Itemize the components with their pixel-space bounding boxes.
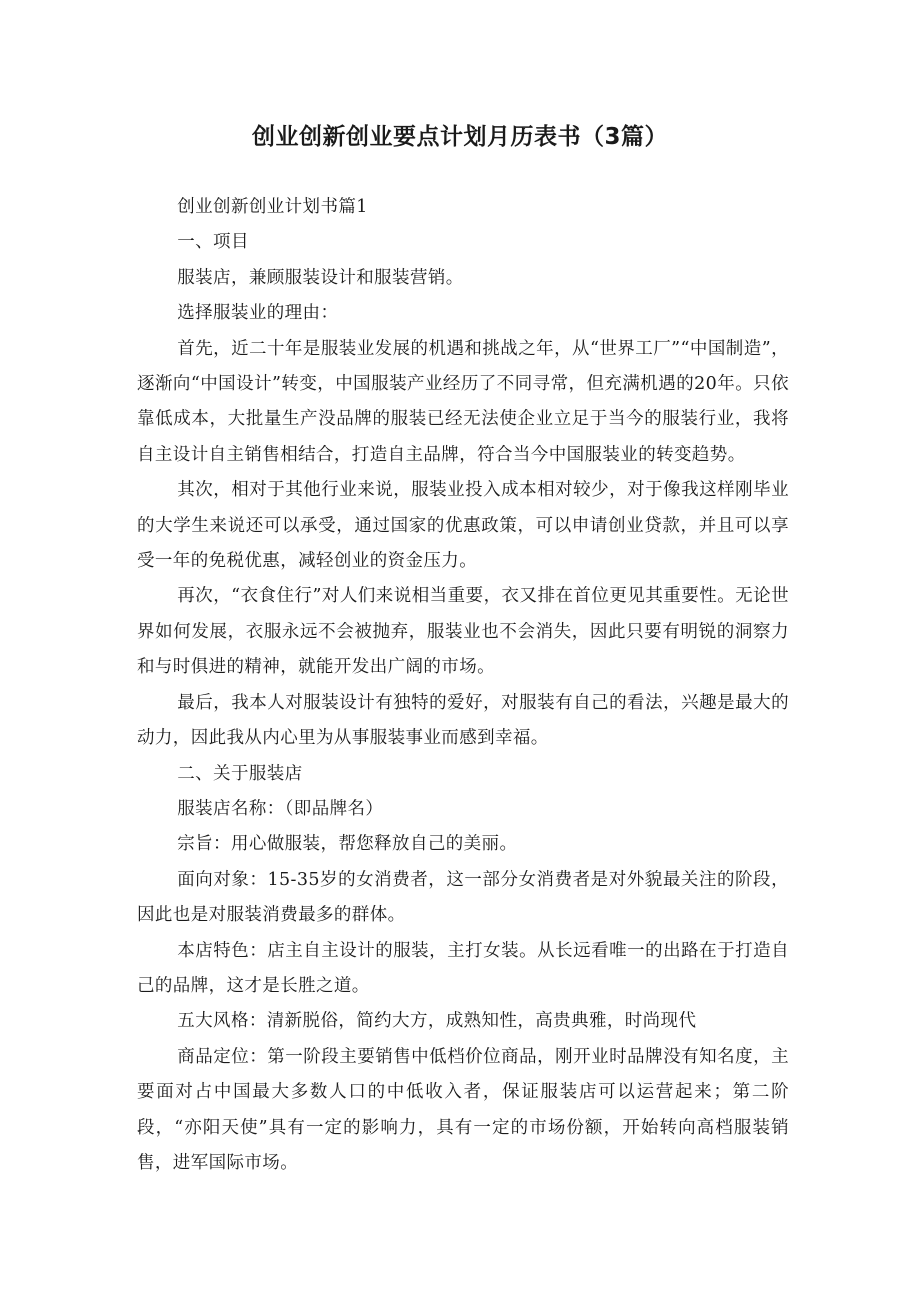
paragraph-reasons-label: 选择服装业的理由： (177, 303, 339, 324)
paragraph-store-name: 服装店名称：（即品牌名） (177, 798, 384, 819)
section-heading-project: 一、项目 (177, 232, 249, 253)
paragraph-store-features: 本店特色：店主自主设计的服装，主打女装。从长远看唯一的出路在于打造自己的品牌，这才是长胜之道。 (137, 940, 789, 996)
paragraph-project-description: 服装店，兼顾服装设计和服装营销。 (177, 267, 464, 288)
document-title: 创业创新创业要点计划月历表书（3篇） (251, 124, 668, 150)
paragraph-reason-last: 最后，我本人对服装设计有独特的爱好，对服装有自己的看法，兴趣是最大的动力，因此我从内心里为从事服装事业而感到幸福。 (137, 692, 789, 749)
paragraph-reason-third: 再次，“衣食住行”对人们来说相当重要，衣又排在首位更见其重要性。无论世界如何发展，衣服永远不会被抛弃，服装业也不会消失，因此只要有明锐的洞察力和与时俱进的精神，就能开发出广阔的市场。 (137, 586, 789, 678)
paragraph-five-styles: 五大风格：清新脱俗，简约大方，成熟知性，高贵典雅，时尚现代 (177, 1011, 697, 1032)
paragraph-product-positioning: 商品定位：第一阶段主要销售中低档价位商品，刚开业时品牌没有知名度，主要面对占中国最大多数人口的中低收入者，保证服装店可以运营起来；第二阶段，“亦阳天使”具有一定的影响力，具有一定的市场份额，开始转向高档服装销售，进军国际市场。 (137, 1046, 789, 1173)
paragraph-target-audience: 面向对象：15-35岁的女消费者，这一部分女消费者是对外貌最关注的阶段，因此也是对服装消费最多的群体。 (137, 869, 789, 926)
paragraph-reason-first: 首先，近二十年是服装业发展的机遇和挑战之年，从“世界工厂”“中国制造”，逐渐向“中国设计”转变，中国服装产业经历了不同寻常，但充满机遇的20年。只依靠低成本，大批量生产没品牌的服装已经无法使企业立足于当今的服装行业，我将自主设计自主销售相结合，打造自主品牌，符合当今中国服装业的转变趋势。 (137, 338, 789, 465)
paragraph-reason-second: 其次，相对于其他行业来说，服装业投入成本相对较少，对于像我这样刚毕业的大学生来说还可以承受，通过国家的优惠政策，可以申请创业贷款，并且可以享受一年的免税优惠，减轻创业的资金压力。 (137, 480, 789, 572)
section-heading-plan-1: 创业创新创业计划书篇1 (177, 197, 368, 217)
paragraph-store-purpose: 宗旨：用心做服装，帮您释放自己的美丽。 (177, 834, 518, 855)
section-heading-about-store: 二、关于服装店 (177, 763, 303, 784)
document-body (137, 190, 789, 1181)
